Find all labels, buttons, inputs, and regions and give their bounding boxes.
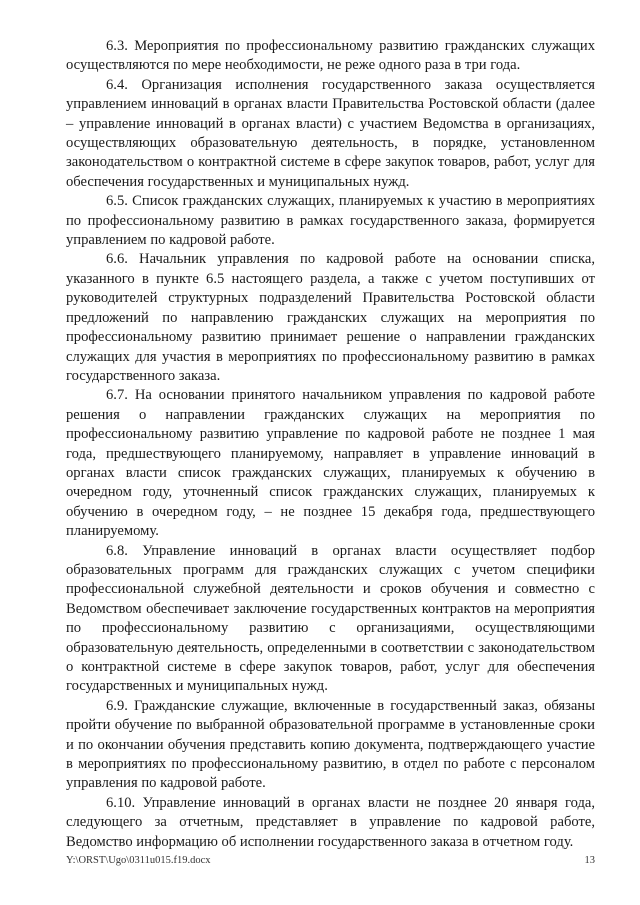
- paragraph-text: Список гражданских служащих, планируемых к участию в мероприятиях по профессиональному развитию в рамках государственного заказа, формируется управлением по кадровой работе.: [66, 193, 595, 249]
- paragraph-number: 6.6.: [106, 251, 128, 268]
- paragraph-text: Организация исполнения государственного заказа осуществляется управлением инноваций в органах власти Правительства Ростовской области (далее – управление инноваций в органах власти) с участием Ведомства в организациях, осуществляющих образовательную деятельность, в порядке, установленном законодательством о контрактной системе в сфере закупок товаров, работ, услуг для обеспечения государственных и муниципальных нужд.: [66, 76, 595, 190]
- paragraph-6-10: [66, 794, 595, 852]
- paragraph-6-4: [66, 76, 595, 192]
- paragraph-6-9: [66, 697, 595, 794]
- paragraph-number: 6.5.: [106, 193, 128, 210]
- paragraph-text: Мероприятия по профессиональному развитию гражданских служащих осуществляются по мере необходимости, не реже одного раза в три года.: [66, 38, 595, 74]
- paragraph-number: 6.4.: [106, 76, 128, 93]
- paragraph-number: 6.3.: [106, 38, 128, 54]
- paragraph-6-3: [66, 37, 595, 76]
- page-number: 13: [584, 855, 595, 866]
- paragraph-number: 6.10.: [106, 794, 136, 811]
- paragraph-6-7: [66, 386, 595, 541]
- paragraph-6-6: [66, 250, 595, 386]
- file-path: Y:\ORST\Ugo\0311u015.f19.docx: [66, 855, 211, 866]
- paragraph-text: Начальник управления по кадровой работе на основании списка, указанного в пункте 6.5 настоящего раздела, а также с учетом поступивших от руководителей структурных подразделений Правительства Ростовской области предложений по направлению гражданских служащих на мероприятия по профессиональному развитию принимает решение о направлении гражданских служащих для участия в мероприятиях по профессиональному развитию в рамках государственного заказа.: [66, 251, 595, 384]
- paragraph-number: 6.8.: [106, 542, 128, 559]
- document-body: [66, 37, 595, 852]
- paragraph-6-5: [66, 192, 595, 250]
- paragraph-text: Управление инноваций в органах власти не позднее 20 января года, следующего за отчетным, представляет в управление по кадровой работе, Ведомство информацию об исполнении государственного заказа в отчетном году.: [66, 794, 595, 850]
- paragraph-6-8: [66, 542, 595, 697]
- paragraph-text: Управление инноваций в органах власти осуществляет подбор образовательных программ для гражданских служащих с учетом специфики профессиональной служебной деятельности и сроков обучения и совместно с Ведомством обеспечивает заключение государственных контрактов на мероприятия по профессиональному развитию с организациями, осуществляющими образовательную деятельность, определенными в соответствии с законодательством о контрактной системе в сфере закупок товаров, работ, услуг для обеспечения государственных и муниципальных нужд.: [66, 542, 595, 695]
- paragraph-text: Гражданские служащие, включенные в государственный заказ, обязаны пройти обучение по выбранной образовательной программе в установленные сроки и по окончании обучения представить копию документа, подтверждающего участие в мероприятиях по профессиональному развитию, в отдел по работе с персоналом управления по кадровой работе.: [66, 697, 595, 792]
- paragraph-text: На основании принятого начальником управления по кадровой работе решения о направлении гражданских служащих на мероприятия по профессиональному развитию управление по кадровой работе не позднее 1 мая года, предшествующего планируемому, направляет в управление инноваций в органах власти список гражданских служащих, планируемых к обучению в очередном году, уточненный список гражданских служащих, планируемых к обучению в очередном году, – не позднее 15 декабря года, предшествующего планируемому.: [66, 387, 595, 540]
- paragraph-number: 6.7.: [106, 387, 128, 404]
- paragraph-number: 6.9.: [106, 697, 128, 714]
